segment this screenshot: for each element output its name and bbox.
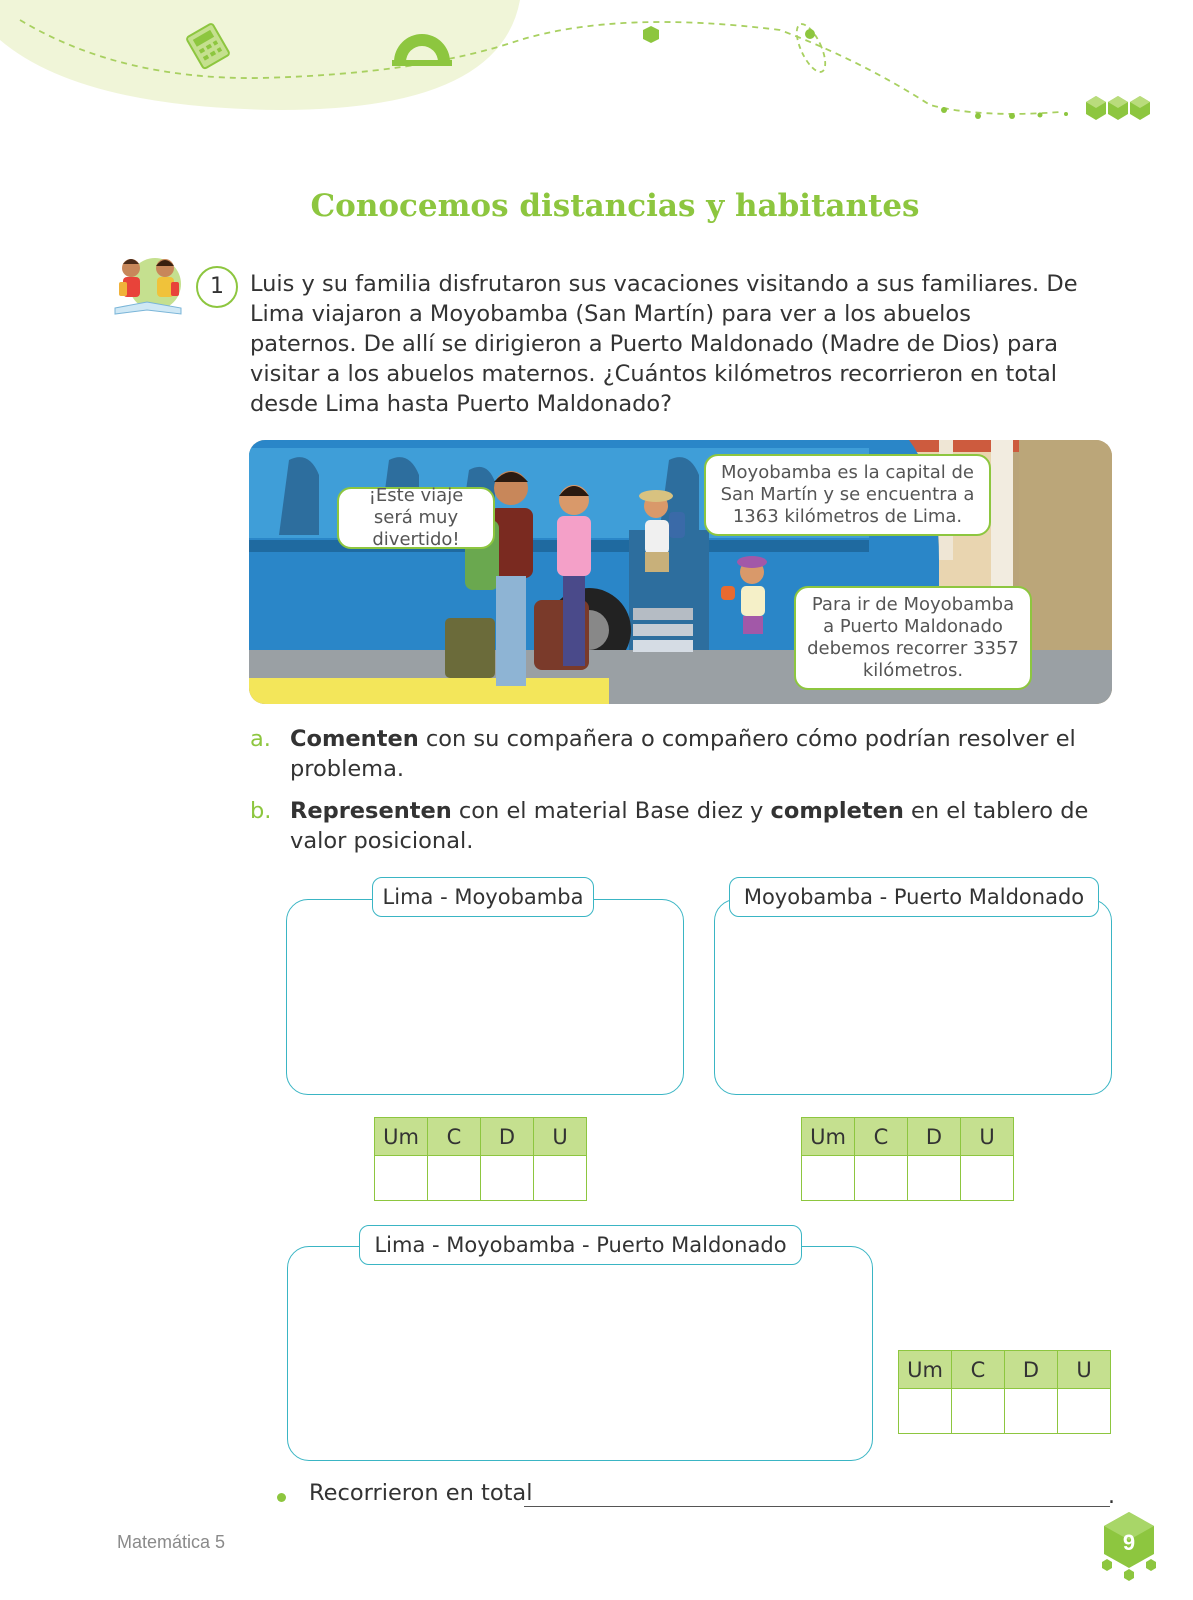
cell-u[interactable]	[1058, 1389, 1111, 1434]
cubes-icon	[1086, 96, 1150, 120]
header-u: U	[1058, 1351, 1111, 1389]
header-d: D	[908, 1118, 961, 1156]
swirl-icon	[791, 20, 831, 76]
instruction-b-text-2: en el tablero de valor posicional.	[290, 798, 1089, 854]
bullet-dot	[277, 1493, 286, 1502]
instruction-b-text-1: con el material Base diez y	[451, 798, 771, 824]
cell-u[interactable]	[534, 1156, 587, 1201]
book-title: Matemática 5	[117, 1532, 226, 1552]
place-value-table-2	[801, 1117, 1014, 1201]
instruction-b-verb-2: completen	[770, 798, 904, 824]
header-c: C	[428, 1118, 481, 1156]
speech-bubble-boy: Moyobamba es la capital de San Martín y se encuentra a 1363 kilómetros de Lima.	[704, 454, 991, 536]
place-value-table-1	[374, 1117, 587, 1201]
panel-moyobamba-puerto-maldonado[interactable]	[714, 899, 1112, 1095]
cell-um[interactable]	[375, 1156, 428, 1201]
header-d: D	[481, 1118, 534, 1156]
speech-bubble-father: ¡Este viaje será muy divertido!	[337, 487, 495, 549]
header-c: C	[855, 1118, 908, 1156]
header-u: U	[534, 1118, 587, 1156]
header-um: Um	[375, 1118, 428, 1156]
header-u: U	[961, 1118, 1014, 1156]
panel-lima-moyobamba[interactable]	[286, 899, 684, 1095]
dots-decoration	[941, 107, 1068, 119]
panel-label-total-route: Lima - Moyobamba - Puerto Maldonado	[359, 1225, 802, 1265]
cell-um[interactable]	[802, 1156, 855, 1201]
problem-text: Luis y su familia disfrutaron sus vacaciones visitando a sus familiares. De Lima viajaron a Moyobamba (San Martín) para ver a los abuelos paternos. De allí se dirigieron a Puerto Maldonado (Madre de Dios) para visitar a los abuelos maternos. ¿Cuántos kilómetros recorrieron en total desde Lima hasta Puerto Maldonado?	[250, 271, 1078, 417]
cell-c[interactable]	[952, 1389, 1005, 1434]
instruction-a-letter: a.	[250, 726, 271, 752]
panel-label-lima-moyobamba: Lima - Moyobamba	[372, 877, 594, 917]
header-um: Um	[802, 1118, 855, 1156]
page-number: 9	[1122, 1530, 1136, 1555]
total-label: Recorrieron en total	[309, 1480, 533, 1506]
cell-c[interactable]	[428, 1156, 481, 1201]
cell-c[interactable]	[855, 1156, 908, 1201]
cube-icon	[643, 26, 659, 43]
answer-period: .	[1108, 1484, 1115, 1509]
instruction-a-verb: Comenten	[290, 726, 419, 752]
page-number-badge	[1096, 1508, 1162, 1586]
speech-bubble-girl: Para ir de Moyobamba a Puerto Maldonado debemos recorrer 3357 kilómetros.	[794, 586, 1032, 690]
problem-number-badge: 1	[196, 266, 238, 308]
cell-d[interactable]	[1005, 1389, 1058, 1434]
header-c: C	[952, 1351, 1005, 1389]
kids-reading-icon	[107, 252, 189, 320]
cell-d[interactable]	[481, 1156, 534, 1201]
page-title: Conocemos distancias y habitantes	[310, 188, 920, 224]
cell-um[interactable]	[899, 1389, 952, 1434]
panel-total-route[interactable]	[287, 1246, 873, 1461]
answer-line[interactable]	[524, 1506, 1110, 1507]
header-um: Um	[899, 1351, 952, 1389]
instruction-a-text: con su compañera o compañero cómo podrían resolver el problema.	[290, 726, 1076, 782]
instruction-b-letter: b.	[250, 798, 272, 824]
instruction-b	[250, 796, 1100, 856]
header-d: D	[1005, 1351, 1058, 1389]
panel-label-moyobamba-puerto-maldonado: Moyobamba - Puerto Maldonado	[729, 877, 1099, 917]
instruction-a	[250, 724, 1100, 784]
header-decoration	[0, 0, 1193, 140]
place-value-table-3	[898, 1350, 1111, 1434]
instruction-b-verb-1: Representen	[290, 798, 452, 824]
cell-d[interactable]	[908, 1156, 961, 1201]
cell-u[interactable]	[961, 1156, 1014, 1201]
